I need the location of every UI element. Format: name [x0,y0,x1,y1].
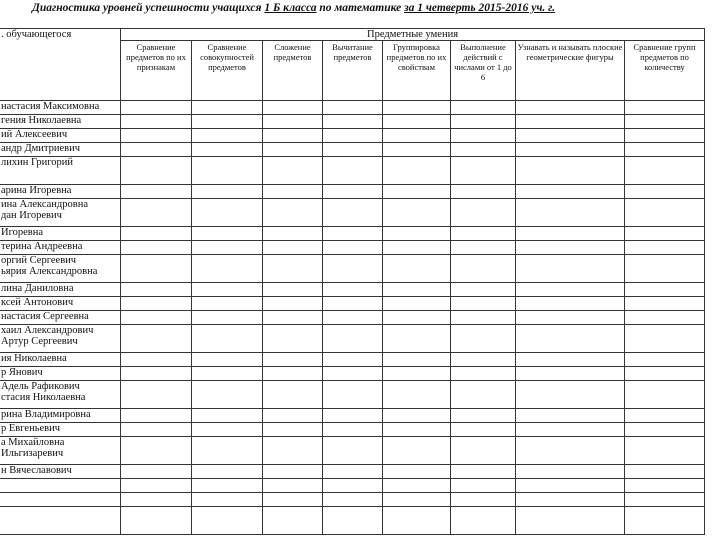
score-cell[interactable] [121,353,192,367]
student-name-cell [0,185,121,199]
score-cell[interactable] [192,129,263,143]
student-name: хаил Александрович [1,325,94,336]
score-cell[interactable] [383,465,451,479]
score-cell[interactable] [263,199,323,227]
student-name: лихин Григорий [1,157,74,168]
period-label: за 1 четверть 2015-2016 уч. г. [404,2,556,14]
score-cell[interactable] [192,297,263,311]
score-cell[interactable] [121,479,192,493]
score-cell[interactable] [516,437,625,465]
score-cell[interactable] [263,479,323,493]
student-name: ия Николаевна [1,353,67,364]
score-cell[interactable] [451,409,516,423]
score-cell[interactable] [625,507,705,535]
score-cell[interactable] [625,227,705,241]
skill-header: Сравнение предметов по их признакам [121,41,192,101]
score-cell[interactable] [516,241,625,255]
student-name-cell [0,241,121,255]
skill-header: Сравнение совокупностей предметов [192,41,263,101]
student-name-cell [0,325,121,353]
score-cell[interactable] [625,479,705,493]
score-cell[interactable] [121,129,192,143]
score-cell[interactable] [121,507,192,535]
score-cell[interactable] [192,143,263,157]
score-cell[interactable] [625,493,705,507]
score-cell[interactable] [263,227,323,241]
student-name-cell [0,311,121,325]
score-cell[interactable] [323,101,383,115]
score-cell[interactable] [625,241,705,255]
score-cell[interactable] [192,227,263,241]
score-cell[interactable] [625,367,705,381]
score-cell[interactable] [451,493,516,507]
student-name-cell [0,465,121,479]
score-cell[interactable] [625,157,705,185]
score-cell[interactable] [192,381,263,409]
table-row [0,311,705,325]
score-cell[interactable] [516,283,625,297]
table-row [0,255,705,283]
score-cell[interactable] [121,255,192,283]
score-cell[interactable] [121,423,192,437]
score-cell[interactable] [383,241,451,255]
score-cell[interactable] [263,297,323,311]
table-row [0,493,705,507]
table-row [0,297,705,311]
score-cell[interactable] [516,367,625,381]
score-cell[interactable] [625,437,705,465]
score-cell[interactable] [451,227,516,241]
table-row [0,199,705,227]
student-name: а Михайловна [1,437,65,448]
score-cell[interactable] [451,437,516,465]
score-cell[interactable] [516,185,625,199]
score-cell[interactable] [383,311,451,325]
score-cell[interactable] [192,241,263,255]
score-cell[interactable] [516,409,625,423]
table-row [0,129,705,143]
score-cell[interactable] [383,493,451,507]
score-cell[interactable] [323,227,383,241]
student-name-cell [0,283,121,297]
table-row [0,507,705,535]
score-cell[interactable] [323,297,383,311]
score-cell[interactable] [625,255,705,283]
table-row [0,157,705,185]
student-name: гения Николаевна [1,115,82,126]
score-cell[interactable] [121,437,192,465]
student-name-cell [0,437,121,465]
table-row [0,479,705,493]
score-cell[interactable] [263,157,323,185]
score-cell[interactable] [625,199,705,227]
score-cell[interactable] [192,157,263,185]
score-cell[interactable] [323,157,383,185]
score-cell[interactable] [263,101,323,115]
table-row [0,423,705,437]
score-cell[interactable] [516,227,625,241]
skill-header: Вычитание предметов [323,41,383,101]
student-name-cell [0,479,121,493]
skill-header: Выполнение действий с числами от 1 до 6 [451,41,516,101]
student-name: настасия Максимовна [1,101,100,112]
student-name: ий Алексеевич [1,129,68,140]
score-cell[interactable] [383,129,451,143]
score-cell[interactable] [192,353,263,367]
table-row [0,409,705,423]
score-cell[interactable] [263,381,323,409]
score-cell[interactable] [192,493,263,507]
score-cell[interactable] [516,199,625,227]
score-cell[interactable] [383,157,451,185]
score-cell[interactable] [192,479,263,493]
score-cell[interactable] [121,297,192,311]
score-cell[interactable] [192,255,263,283]
student-name-line2: дан Игоревич [1,210,62,221]
student-name: оргий Сергеевич [1,255,77,266]
student-name-cell [0,409,121,423]
table-row [0,325,705,353]
score-cell[interactable] [323,129,383,143]
score-cell[interactable] [263,493,323,507]
table-row [0,115,705,129]
student-name-line2: ьярия Александровна [1,266,98,277]
table-row [0,353,705,367]
score-cell[interactable] [383,423,451,437]
score-cell[interactable] [263,311,323,325]
score-cell[interactable] [192,367,263,381]
skill-header: Сложение предметов [263,41,323,101]
score-cell[interactable] [383,115,451,129]
score-cell[interactable] [625,423,705,437]
score-cell[interactable] [451,185,516,199]
score-cell[interactable] [121,325,192,353]
score-cell[interactable] [121,493,192,507]
score-cell[interactable] [451,199,516,227]
score-cell[interactable] [516,325,625,353]
student-name: арина Игоревна [1,185,72,196]
score-cell[interactable] [323,143,383,157]
score-cell[interactable] [121,143,192,157]
score-cell[interactable] [323,185,383,199]
score-cell[interactable] [625,381,705,409]
score-cell[interactable] [516,381,625,409]
score-cell[interactable] [323,381,383,409]
score-cell[interactable] [263,143,323,157]
score-cell[interactable] [263,115,323,129]
score-cell[interactable] [323,255,383,283]
score-cell[interactable] [383,367,451,381]
score-cell[interactable] [383,437,451,465]
student-name: Игоревна [1,227,44,238]
score-cell[interactable] [192,115,263,129]
score-cell[interactable] [192,465,263,479]
table-row [0,227,705,241]
score-cell[interactable] [192,199,263,227]
score-cell[interactable] [383,479,451,493]
score-cell[interactable] [383,325,451,353]
score-cell[interactable] [323,493,383,507]
score-cell[interactable] [263,283,323,297]
score-cell[interactable] [323,367,383,381]
student-name: настасия Сергеевна [1,311,89,322]
student-name: рина Владимировна [1,409,91,420]
score-cell[interactable] [121,311,192,325]
score-cell[interactable] [451,353,516,367]
score-cell[interactable] [121,465,192,479]
table-row [0,465,705,479]
student-name: терина Андреевна [1,241,83,252]
table-row [0,241,705,255]
score-cell[interactable] [121,241,192,255]
student-name-line2: стасия Николаевна [1,392,86,403]
score-cell[interactable] [121,227,192,241]
student-name: ина Александровна [1,199,88,210]
student-name: лина Даниловна [1,283,74,294]
score-cell[interactable] [323,437,383,465]
score-cell[interactable] [192,185,263,199]
score-cell[interactable] [451,367,516,381]
score-cell[interactable] [451,311,516,325]
score-cell[interactable] [121,185,192,199]
score-cell[interactable] [121,409,192,423]
score-cell[interactable] [451,255,516,283]
student-name: н Вячеславович [1,465,72,476]
score-cell[interactable] [451,115,516,129]
score-cell[interactable] [451,283,516,297]
score-cell[interactable] [192,101,263,115]
score-cell[interactable] [625,143,705,157]
score-cell[interactable] [516,129,625,143]
score-cell[interactable] [192,283,263,297]
student-name-line2: Артур Сергеевич [1,336,78,347]
student-name-cell [0,129,121,143]
score-cell[interactable] [516,115,625,129]
student-name-line2: Ильгизаревич [1,448,64,459]
score-cell[interactable] [516,297,625,311]
score-cell[interactable] [516,255,625,283]
student-name-cell [0,115,121,129]
table-row [0,437,705,465]
student-name: Адель Рафикович [1,381,80,392]
score-cell[interactable] [451,101,516,115]
score-cell[interactable] [383,409,451,423]
score-cell[interactable] [516,507,625,535]
score-cell[interactable] [383,101,451,115]
subject-skills-header: Предметные умения [121,29,705,41]
table-row [0,185,705,199]
score-cell[interactable] [263,185,323,199]
score-cell[interactable] [383,199,451,227]
score-cell[interactable] [451,465,516,479]
student-name-cell [0,227,121,241]
score-cell[interactable] [323,409,383,423]
score-cell[interactable] [323,311,383,325]
class-label: 1 Б класса [264,2,317,14]
score-cell[interactable] [516,311,625,325]
student-name-cell [0,143,121,157]
score-cell[interactable] [263,353,323,367]
score-cell[interactable] [625,283,705,297]
score-cell[interactable] [263,255,323,283]
score-cell[interactable] [323,283,383,297]
student-name: р Янович [1,367,43,378]
skill-header: Группировка предметов по их свойствам [383,41,451,101]
score-cell[interactable] [263,507,323,535]
score-cell[interactable] [625,409,705,423]
document-title: Диагностика уровней успешности учащихся 1 Б класса по математике за 1 четверть 2015-2016 уч. г. [32,2,556,14]
score-cell[interactable] [121,115,192,129]
score-cell[interactable] [625,101,705,115]
score-cell[interactable] [383,381,451,409]
score-cell[interactable] [383,227,451,241]
score-cell[interactable] [323,325,383,353]
score-cell[interactable] [323,241,383,255]
score-cell[interactable] [323,423,383,437]
score-cell[interactable] [263,367,323,381]
score-cell[interactable] [451,157,516,185]
score-cell[interactable] [451,507,516,535]
score-cell[interactable] [192,311,263,325]
score-cell[interactable] [625,129,705,143]
student-name-cell [0,157,121,185]
score-cell[interactable] [451,381,516,409]
score-cell[interactable] [121,283,192,297]
student-name-cell [0,423,121,437]
score-cell[interactable] [451,129,516,143]
score-cell[interactable] [383,255,451,283]
score-cell[interactable] [263,129,323,143]
score-cell[interactable] [263,423,323,437]
student-name: ксей Антонович [1,297,74,308]
table-row [0,283,705,297]
student-name-header: . обучающегося [0,29,121,101]
score-cell[interactable] [516,143,625,157]
score-cell[interactable] [625,353,705,367]
student-name-cell [0,507,121,535]
score-cell[interactable] [121,157,192,185]
score-cell[interactable] [263,465,323,479]
score-cell[interactable] [516,353,625,367]
score-cell[interactable] [121,367,192,381]
table-row [0,101,705,115]
student-name-cell [0,367,121,381]
score-cell[interactable] [323,353,383,367]
table-row [0,143,705,157]
score-cell[interactable] [263,437,323,465]
score-cell[interactable] [192,437,263,465]
score-cell[interactable] [516,157,625,185]
score-cell[interactable] [323,465,383,479]
student-name-cell [0,255,121,283]
score-cell[interactable] [192,423,263,437]
score-cell[interactable] [625,297,705,311]
student-name-cell [0,493,121,507]
skill-header: Сравнение групп предметов по количеству [625,41,705,101]
score-cell[interactable] [192,409,263,423]
score-cell[interactable] [451,297,516,311]
student-name: р Евгеньевич [1,423,61,434]
score-cell[interactable] [323,199,383,227]
score-cell[interactable] [323,115,383,129]
score-cell[interactable] [516,479,625,493]
score-cell[interactable] [625,311,705,325]
score-cell[interactable] [383,143,451,157]
score-cell[interactable] [451,241,516,255]
assessment-table [0,28,705,535]
student-name-cell [0,353,121,367]
student-name-cell [0,101,121,115]
score-cell[interactable] [192,507,263,535]
student-name-cell [0,297,121,311]
score-cell[interactable] [451,143,516,157]
score-cell[interactable] [516,101,625,115]
score-cell[interactable] [383,353,451,367]
score-cell[interactable] [451,479,516,493]
score-cell[interactable] [263,241,323,255]
score-cell[interactable] [625,325,705,353]
score-cell[interactable] [451,325,516,353]
score-cell[interactable] [625,185,705,199]
table-row [0,381,705,409]
score-cell[interactable] [383,185,451,199]
score-cell[interactable] [383,297,451,311]
student-name-cell [0,199,121,227]
score-cell[interactable] [323,479,383,493]
skill-header: Узнавать и называть плоские геометрические фигуры [516,41,625,101]
score-cell[interactable] [323,507,383,535]
student-name: андр Дмитриевич [1,143,81,154]
score-cell[interactable] [263,325,323,353]
score-cell[interactable] [121,381,192,409]
score-cell[interactable] [383,283,451,297]
score-cell[interactable] [516,493,625,507]
score-cell[interactable] [263,409,323,423]
score-cell[interactable] [451,423,516,437]
score-cell[interactable] [625,115,705,129]
score-cell[interactable] [192,325,263,353]
score-cell[interactable] [516,423,625,437]
score-cell[interactable] [516,465,625,479]
table-row [0,367,705,381]
score-cell[interactable] [121,101,192,115]
score-cell[interactable] [383,507,451,535]
student-name-cell [0,381,121,409]
score-cell[interactable] [625,465,705,479]
score-cell[interactable] [121,199,192,227]
